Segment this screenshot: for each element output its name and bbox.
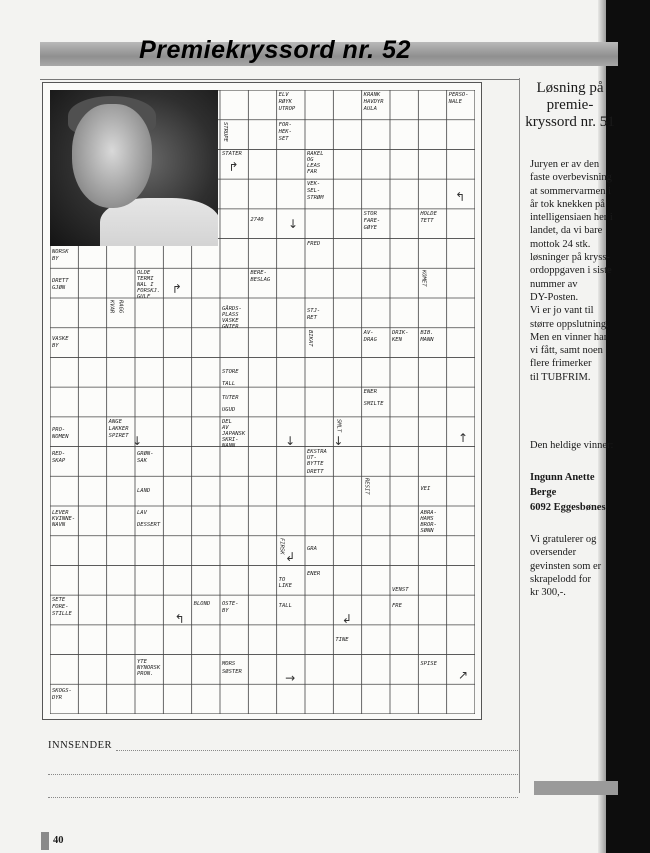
clue-text: FRE bbox=[392, 603, 402, 610]
clue-text: JAPANSK bbox=[222, 430, 246, 437]
clue-text: SPIRET bbox=[108, 432, 129, 439]
clue-text: MORS bbox=[222, 660, 236, 667]
clue-text: FORE- bbox=[52, 604, 69, 611]
clue-arrow-icon: ↲ bbox=[285, 549, 296, 564]
clue-text: DYR bbox=[52, 695, 62, 702]
clue-text-vertical: STRUPE bbox=[222, 121, 228, 142]
sidebar-body: Juryen er av den faste overbevisning at sommervarmen i år tok knekken på intelligensiaen her i landet, da vi bare mottok 24 stk. løsninger på kryss- ordoppgaven i siste nummer av DY-Posten. Vi er jo vant til større oppslutning. Men en vinner har vi fått, samt noen flere frimerker til TUBFRIM. bbox=[530, 159, 613, 383]
clue-arrow-icon: ↓ bbox=[285, 433, 296, 448]
photo-face bbox=[72, 104, 152, 208]
clue-text: STILLE bbox=[52, 611, 72, 618]
clue-text-vertical: KVAR bbox=[108, 300, 115, 314]
clue-text: ELV bbox=[278, 92, 289, 98]
clue-text: EKSTRA bbox=[307, 448, 327, 455]
clue-text: LEAS bbox=[307, 163, 321, 170]
clue-arrow-icon: ↲ bbox=[341, 611, 352, 626]
clue-text: VEK- bbox=[307, 181, 321, 188]
clue-text: STORE bbox=[222, 369, 239, 376]
sidebar-bar bbox=[534, 781, 618, 795]
clue-text: GRØN- bbox=[137, 450, 154, 457]
winner-name: Ingunn Anette Berge 6092 Eggesbønes bbox=[530, 472, 606, 513]
winner-label: Den heldige vinner: bbox=[530, 440, 614, 451]
page-number-bar bbox=[41, 832, 49, 850]
clue-text: PERSO- bbox=[448, 92, 469, 98]
divider bbox=[40, 79, 520, 80]
clue-text: LAV bbox=[137, 510, 147, 516]
sender-line-1[interactable] bbox=[116, 750, 518, 751]
clue-text: KRANK bbox=[363, 92, 381, 98]
clue-text: NORSK bbox=[52, 248, 69, 255]
clue-text: KEN bbox=[392, 336, 402, 343]
clue-arrow-icon: ↰ bbox=[455, 190, 466, 205]
clue-text: VASKE bbox=[222, 318, 239, 324]
clue-text: YTE bbox=[137, 658, 147, 665]
clue-arrow-icon: ↓ bbox=[132, 433, 143, 448]
clue-text: GULF bbox=[137, 294, 151, 301]
clue-text: LIKE bbox=[278, 583, 292, 590]
clue-text: BY bbox=[222, 608, 229, 615]
clue-text: UTROP bbox=[278, 106, 296, 112]
clue-text: TETT bbox=[420, 217, 434, 224]
clue-text: TERMI bbox=[137, 276, 154, 283]
clue-text-vertical: RESIT bbox=[363, 478, 370, 495]
clue-text: PLASS bbox=[222, 312, 239, 318]
clue-text: UT- bbox=[307, 454, 317, 461]
clue-text: SMILTE bbox=[363, 401, 384, 408]
clue-text: DRETT bbox=[52, 278, 69, 285]
clue-text: AULA bbox=[363, 106, 377, 112]
clue-arrow-icon: ↱ bbox=[228, 160, 239, 175]
clue-text: FRED bbox=[307, 240, 321, 247]
clue-text-vertical: SMLT bbox=[335, 418, 342, 433]
clue-arrow-icon: → bbox=[285, 671, 296, 686]
clue-text: AV bbox=[222, 424, 229, 431]
page-number: 40 bbox=[53, 835, 64, 846]
clue-text: NALE bbox=[448, 99, 462, 105]
clue-text: NANN bbox=[222, 442, 236, 449]
clue-text: GNIER bbox=[222, 324, 239, 330]
clue-text: STJ- bbox=[307, 308, 321, 314]
clue-text-vertical: KOMET bbox=[420, 270, 427, 287]
clue-text: BY bbox=[52, 342, 59, 349]
clue-text: FARE- bbox=[363, 217, 381, 224]
clue-text: FAR bbox=[307, 169, 317, 176]
clue-text: TINE bbox=[335, 636, 349, 643]
clue-text: STATER bbox=[222, 151, 242, 158]
clue-text: DEL bbox=[222, 418, 232, 425]
clue-text: LAND bbox=[137, 488, 151, 495]
clue-text: RAKEL bbox=[307, 151, 324, 158]
clue-text: TALL bbox=[222, 381, 236, 388]
clue-text: VASKE bbox=[52, 335, 69, 342]
clue-text: PRON. bbox=[137, 670, 154, 677]
clue-text: AV- bbox=[363, 329, 374, 336]
clue-text: NAL I bbox=[137, 282, 154, 289]
clue-text: TALL bbox=[278, 603, 292, 610]
clue-text: UGUD bbox=[222, 407, 236, 414]
clue-text: SPISE bbox=[420, 660, 437, 667]
clue-text: SETE bbox=[52, 597, 66, 604]
clue-text: SKAP bbox=[52, 457, 66, 464]
clue-text: FOR- bbox=[278, 121, 292, 128]
clue-text: OG bbox=[307, 157, 314, 164]
clue-text: BIB. bbox=[420, 329, 434, 336]
clue-text: STOR bbox=[363, 210, 377, 217]
clue-text-vertical: FIRSK bbox=[278, 537, 285, 555]
clue-text: TUTER bbox=[222, 395, 239, 402]
clue-text: DRAG bbox=[363, 336, 377, 343]
clue-text: SEL- bbox=[307, 188, 321, 195]
clue-text: NOMEN bbox=[52, 433, 69, 440]
clue-text: STRØM bbox=[307, 195, 324, 202]
clue-text: GJØN bbox=[52, 285, 66, 292]
clue-text: ENER bbox=[363, 389, 377, 396]
sender-label: INNSENDER bbox=[48, 740, 112, 751]
clue-text: GRA bbox=[307, 545, 317, 552]
clue-text: LAKKER bbox=[108, 425, 129, 432]
clue-text: LEVER bbox=[52, 510, 69, 516]
clue-text: SKOGS- bbox=[52, 688, 72, 695]
clue-text: PRO- bbox=[52, 426, 66, 433]
clue-text: BYTTE bbox=[307, 460, 324, 467]
clue-text: SET bbox=[278, 135, 289, 142]
clue-text: FORSKJ. bbox=[137, 288, 161, 295]
clue-text-vertical: RAGG bbox=[117, 300, 124, 314]
clue-text: HEK- bbox=[278, 128, 292, 135]
clue-text: GÅRDS- bbox=[222, 306, 242, 312]
clue-text: DRETT bbox=[307, 468, 324, 475]
clue-text: ANGE bbox=[108, 418, 122, 425]
sidebar-heading: Løsning på premie- kryssord nr. 51 bbox=[525, 80, 615, 130]
clue-text: DRIK- bbox=[392, 329, 409, 336]
clue-arrow-icon: ↓ bbox=[333, 433, 344, 448]
clue-text: OLDE bbox=[137, 270, 151, 277]
clue-text: BERE- bbox=[250, 270, 267, 277]
clue-text: RØYK bbox=[278, 99, 292, 105]
sender-line-2[interactable] bbox=[48, 774, 518, 775]
clue-text: 2740 bbox=[250, 216, 264, 223]
portrait-photo bbox=[50, 90, 218, 246]
clue-text: BESLAG bbox=[250, 277, 271, 284]
clue-text: SKRI- bbox=[222, 436, 239, 443]
clue-arrow-icon: ↗ bbox=[458, 668, 469, 683]
clue-arrow-icon: ↑ bbox=[458, 430, 469, 445]
clue-text: SØSTER bbox=[222, 668, 242, 675]
clue-text: TO bbox=[278, 577, 286, 584]
clue-text: VEI bbox=[420, 486, 431, 493]
clue-text: RED- bbox=[52, 450, 66, 457]
clue-text: GØYE bbox=[363, 224, 377, 231]
clue-text: NAVN bbox=[52, 522, 66, 528]
clue-arrow-icon: ↱ bbox=[171, 282, 182, 297]
clue-text: ABRA- bbox=[420, 510, 437, 516]
clue-text: RET bbox=[307, 315, 317, 321]
clue-text: HAMS bbox=[420, 516, 434, 522]
clue-text: KVINNE- bbox=[52, 516, 76, 522]
page-title: Premiekryssord nr. 52 bbox=[139, 36, 411, 64]
clue-text: BY bbox=[52, 255, 59, 262]
clue-text: SØNN bbox=[420, 528, 434, 534]
sender-line-3[interactable] bbox=[48, 797, 518, 798]
clue-text: BLOND bbox=[193, 601, 211, 608]
clue-text: HAVDYR bbox=[363, 99, 384, 105]
clue-text: BROR- bbox=[420, 522, 437, 528]
clue-text: MANN bbox=[420, 336, 434, 343]
clue-arrow-icon: ↓ bbox=[288, 216, 299, 231]
clue-arrow-icon: ↰ bbox=[174, 611, 185, 626]
clue-text: DESSERT bbox=[137, 522, 161, 528]
clue-text-vertical: BIKAT bbox=[307, 329, 313, 347]
clue-text: NYNORSK bbox=[137, 664, 161, 671]
clue-text: SAK bbox=[137, 457, 147, 464]
sidebar-closing: Vi gratulerer og oversender gevinsten som er skrapelodd for kr 300,-. bbox=[530, 534, 602, 599]
clue-text: HOLDE bbox=[420, 210, 437, 217]
clue-text: VENST bbox=[392, 587, 409, 594]
clue-text: OSTE- bbox=[222, 601, 239, 608]
clue-text: ENER bbox=[307, 571, 321, 578]
